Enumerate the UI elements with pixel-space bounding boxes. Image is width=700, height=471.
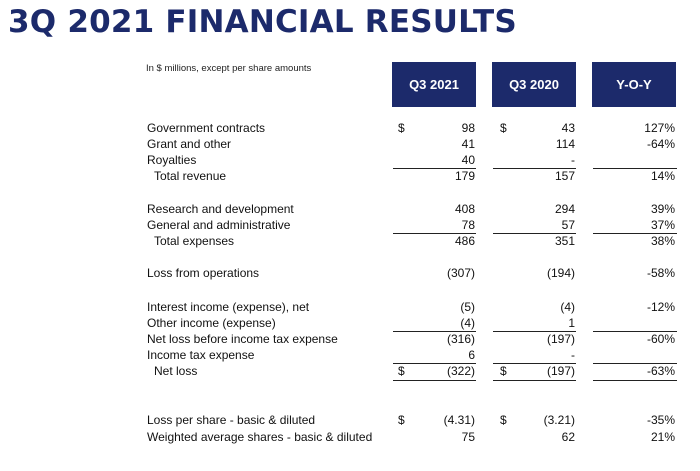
row-label: Loss per share - basic & diluted: [147, 413, 316, 427]
row-label: Loss from operations: [147, 266, 260, 280]
currency-symbol: $: [398, 413, 405, 427]
row-income-tax-expense: [0, 347, 700, 363]
cell-q3-2020: -: [571, 348, 575, 362]
row-net-loss-before-tax: [0, 331, 700, 347]
cell-yoy: -35%: [646, 413, 675, 427]
currency-symbol: $: [398, 121, 405, 135]
page-title: 3Q 2021 FINANCIAL RESULTS: [8, 4, 517, 40]
cell-yoy: 37%: [650, 218, 675, 232]
row-label: Grant and other: [147, 137, 232, 151]
row-label: Other income (expense): [147, 316, 276, 330]
cell-q3-2020: 62: [561, 430, 575, 444]
cell-q3-2021: 486: [454, 234, 475, 248]
cell-yoy: -64%: [646, 137, 675, 151]
cell-q3-2021: (4): [460, 316, 475, 330]
row-weighted-average-shares: [0, 429, 700, 445]
row-research-and-development: [0, 201, 700, 217]
row-loss-per-share: [0, 412, 700, 428]
row-government-contracts: [0, 120, 700, 136]
cell-q3-2021: 40: [461, 153, 475, 167]
cell-q3-2021: 41: [461, 137, 475, 151]
row-royalties: [0, 152, 700, 168]
header-yoy: Y-O-Y: [592, 62, 676, 107]
cell-q3-2020: 157: [554, 169, 575, 183]
units-note: In $ millions, except per share amounts: [146, 63, 312, 74]
row-net-loss: [0, 363, 700, 379]
cell-q3-2021: 179: [454, 169, 475, 183]
cell-yoy: 38%: [650, 234, 675, 248]
row-label: Weighted average shares - basic & diluted: [147, 430, 373, 444]
cell-yoy: -60%: [646, 332, 675, 346]
row-label: Royalties: [147, 153, 197, 167]
cell-q3-2021: (4.31): [443, 413, 475, 427]
cell-q3-2020: (3.21): [543, 413, 575, 427]
row-label: General and administrative: [147, 218, 291, 232]
row-label: Net loss before income tax expense: [147, 332, 338, 346]
cell-q3-2021: (316): [446, 332, 475, 346]
total-rule: [593, 380, 677, 381]
total-rule: [393, 380, 476, 381]
cell-q3-2020: (194): [546, 266, 575, 280]
cell-q3-2020: 294: [554, 202, 575, 216]
cell-q3-2021: 408: [454, 202, 475, 216]
cell-q3-2021: 6: [468, 348, 475, 362]
row-label: Net loss: [154, 364, 198, 378]
row-general-and-administrative: [0, 217, 700, 233]
currency-symbol: $: [398, 364, 405, 378]
cell-q3-2021: (307): [446, 266, 475, 280]
cell-q3-2020: 1: [568, 316, 575, 330]
cell-q3-2020: 114: [555, 137, 575, 151]
header-q3-2020: Q3 2020: [492, 62, 576, 107]
currency-symbol: $: [500, 364, 507, 378]
cell-q3-2020: 57: [561, 218, 575, 232]
cell-yoy: -58%: [646, 266, 675, 280]
cell-yoy: 21%: [650, 430, 675, 444]
currency-symbol: $: [500, 121, 507, 135]
cell-q3-2021: 75: [461, 430, 475, 444]
total-rule: [493, 380, 576, 381]
cell-q3-2021: (5): [460, 300, 475, 314]
cell-q3-2020: -: [571, 153, 575, 167]
cell-q3-2020: (4): [560, 300, 575, 314]
cell-yoy: -12%: [646, 300, 675, 314]
row-other-income: [0, 315, 700, 331]
cell-q3-2020: (197): [546, 364, 575, 378]
cell-q3-2020: 43: [561, 121, 575, 135]
cell-q3-2021: 78: [461, 218, 475, 232]
cell-yoy: 127%: [644, 121, 675, 135]
row-label: Research and development: [147, 202, 294, 216]
row-interest-income: [0, 299, 700, 315]
cell-q3-2020: (197): [546, 332, 575, 346]
cell-yoy: 14%: [650, 169, 675, 183]
cell-q3-2021: 98: [461, 121, 475, 135]
cell-q3-2021: (322): [446, 364, 475, 378]
row-total-revenue: [0, 168, 700, 184]
row-label: Total revenue: [154, 169, 227, 183]
cell-yoy: -63%: [646, 364, 675, 378]
currency-symbol: $: [500, 413, 507, 427]
row-label: Government contracts: [147, 121, 266, 135]
row-label: Income tax expense: [147, 348, 255, 362]
row-loss-from-operations: [0, 265, 700, 281]
cell-q3-2020: 351: [554, 234, 575, 248]
cell-yoy: 39%: [650, 202, 675, 216]
row-label: Total expenses: [154, 234, 235, 248]
row-total-expenses: [0, 233, 700, 249]
row-grant-and-other: [0, 136, 700, 152]
row-label: Interest income (expense), net: [147, 300, 310, 314]
header-q3-2021: Q3 2021: [392, 62, 476, 107]
